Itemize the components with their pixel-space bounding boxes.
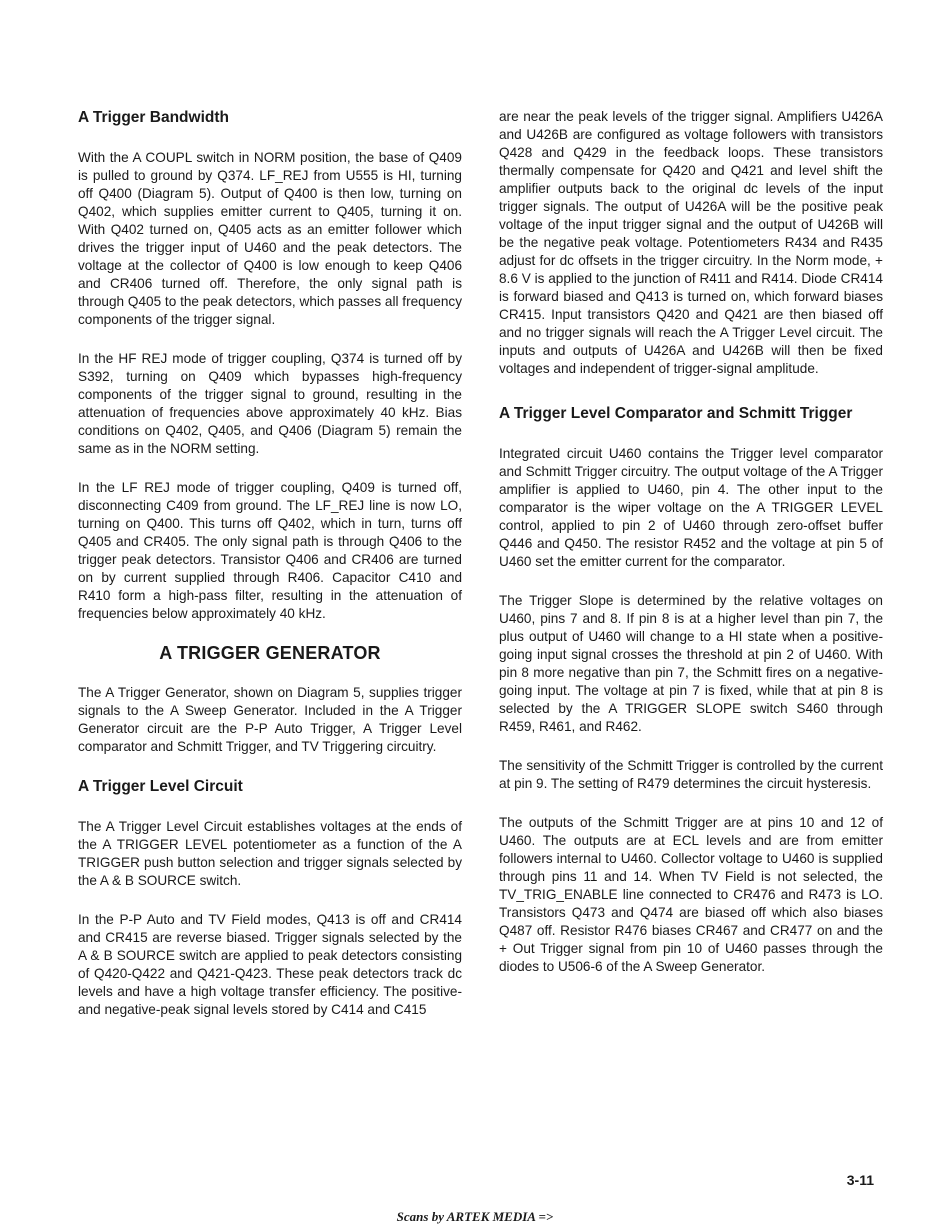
paragraph: With the A COUPL switch in NORM position, the base of Q409 is pulled to ground by Q374. LF_REJ from U555 is HI, turning off Q400 (Diagram 5). Output of Q400 is then low, turning on Q402, which supplies emitter current to Q405, turning it on. With Q402 turned on, Q405 acts as an emitter follower which drives the trigger input of U460 and the peak detectors. The voltage at the collector of Q400 is low enough to keep Q406 and CR406 turned off. Therefore, the only signal path is through Q405 to the peak detectors, which passes all frequency components of the trigger signal.: [78, 150, 462, 327]
left-column: [78, 108, 462, 1040]
paragraph: are near the peak levels of the trigger signal. Amplifiers U426A and U426B are configured as voltage followers with transistors Q428 and Q429 in the feedback loops. These transistors thermally compensate for Q420 and Q421 and level shift the amplifier outputs back to the original dc levels of the input trigger signals. The output of U426A will be the positive peak voltage of the input trigger signal and the output of U426B will be the negative peak voltage. Potentiometers R434 and R435 adjust for dc offsets in the trigger circuitry. In the Norm mode, + 8.6 V is applied to the junction of R411 and R414. Diode CR414 is forward biased and Q413 is turned on, which forward biases CR415. Input transistors Q420 and Q421 are then biased off and no trigger signals will reach the A Trigger Level circuit. The inputs and outputs of U426A and U426B will then be fixed voltages and independent of trigger-signal amplitude.: [499, 109, 883, 376]
page-number: 3-11: [846, 1172, 874, 1188]
heading-trigger-level-circuit: A Trigger Level Circuit: [78, 778, 243, 795]
paragraph: The Trigger Slope is determined by the relative voltages on U460, pins 7 and 8. If pin 8 is at a higher level than pin 7, the plus output of U460 will change to a HI state when a positive-going input signal crosses the threshold at pin 2 of U460. With pin 8 more negative than pin 7, the Schmitt fires on a negative-going input. The voltage at pin 7 is fixed, while that at pin 8 is selected by the A TRIGGER SLOPE switch S460 through R459, R461, and R462.: [499, 593, 883, 734]
paragraph: In the HF REJ mode of trigger coupling, Q374 is turned off by S392, turning on Q409 which bypasses high-frequency components of the trigger signal to ground, resulting in the attenuation of frequencies above approximately 40 kHz. Bias conditions on Q402, Q405, and Q406 (Diagram 5) remain the same as in the NORM setting.: [78, 351, 462, 456]
paragraph: In the P-P Auto and TV Field modes, Q413 is off and CR414 and CR415 are reverse biased. Trigger signals selected by the A & B SOURCE switch are applied to peak detectors consisting of Q420-Q422 and Q421-Q423. These peak detectors track dc levels and have a high voltage transfer efficiency. The positive- and negative-peak signal levels stored by C414 and C415: [78, 912, 462, 1017]
paragraph: The A Trigger Generator, shown on Diagram 5, supplies trigger signals to the A Sweep Generator. Included in the A Trigger Generator circuit are the P-P Auto Trigger, A Trigger Level comparator and Schmitt Trigger, and TV Triggering circuitry.: [78, 685, 462, 754]
heading-trigger-generator: A TRIGGER GENERATOR: [159, 643, 381, 663]
heading-trigger-bandwidth: A Trigger Bandwidth: [78, 109, 229, 126]
paragraph: Integrated circuit U460 contains the Trigger level comparator and Schmitt Trigger circuitry. The output voltage of the A Trigger amplifier is applied to U460, pin 4. The other input to the comparator is the wiper voltage on the A TRIGGER LEVEL control, applied to pin 2 of U460 through zero-offset buffer Q446 and Q450. The resistor R452 and the voltage at pin 5 of U460 set the emitter current for the comparator.: [499, 446, 883, 569]
paragraph: The A Trigger Level Circuit establishes voltages at the ends of the A TRIGGER LEVEL potentiometer as a function of the A TRIGGER push button selection and trigger signals selected by the A & B SOURCE switch.: [78, 819, 462, 888]
paragraph: The sensitivity of the Schmitt Trigger is controlled by the current at pin 9. The setting of R479 determines the circuit hysteresis.: [499, 758, 883, 791]
scan-credit-footer: Scans by ARTEK MEDIA =>: [396, 1209, 554, 1224]
paragraph: In the LF REJ mode of trigger coupling, Q409 is turned off, disconnecting C409 from ground. The LF_REJ line is now LO, turning on Q400. This turns off Q402, which in turn, turns off Q405 and CR405. The only signal path is through Q406 to the trigger peak detectors. Transistor Q406 and CR406 are turned on by current supplied through R406. Capacitor C410 and R410 form a high-pass filter, resulting in the attenuation of frequencies below approximately 40 kHz.: [78, 480, 462, 621]
paragraph: The outputs of the Schmitt Trigger are at pins 10 and 12 of U460. The outputs are at ECL levels and are from emitter followers internal to U460. Collector voltage to U460 is supplied through pins 11 and 14. When TV Field is not selected, the TV_TRIG_ENABLE line connected to CR476 and R473 is LO. Transistors Q473 and Q474 are biased off which also biases Q487 off. Resistor R476 biases CR467 and CR477 on and the + Out Trigger signal from pin 10 of U460 passes through the diodes to U506-6 of the A Sweep Generator.: [499, 815, 883, 974]
right-column: [499, 108, 883, 997]
heading-comparator-schmitt: A Trigger Level Comparator and Schmitt Trigger: [499, 405, 853, 422]
